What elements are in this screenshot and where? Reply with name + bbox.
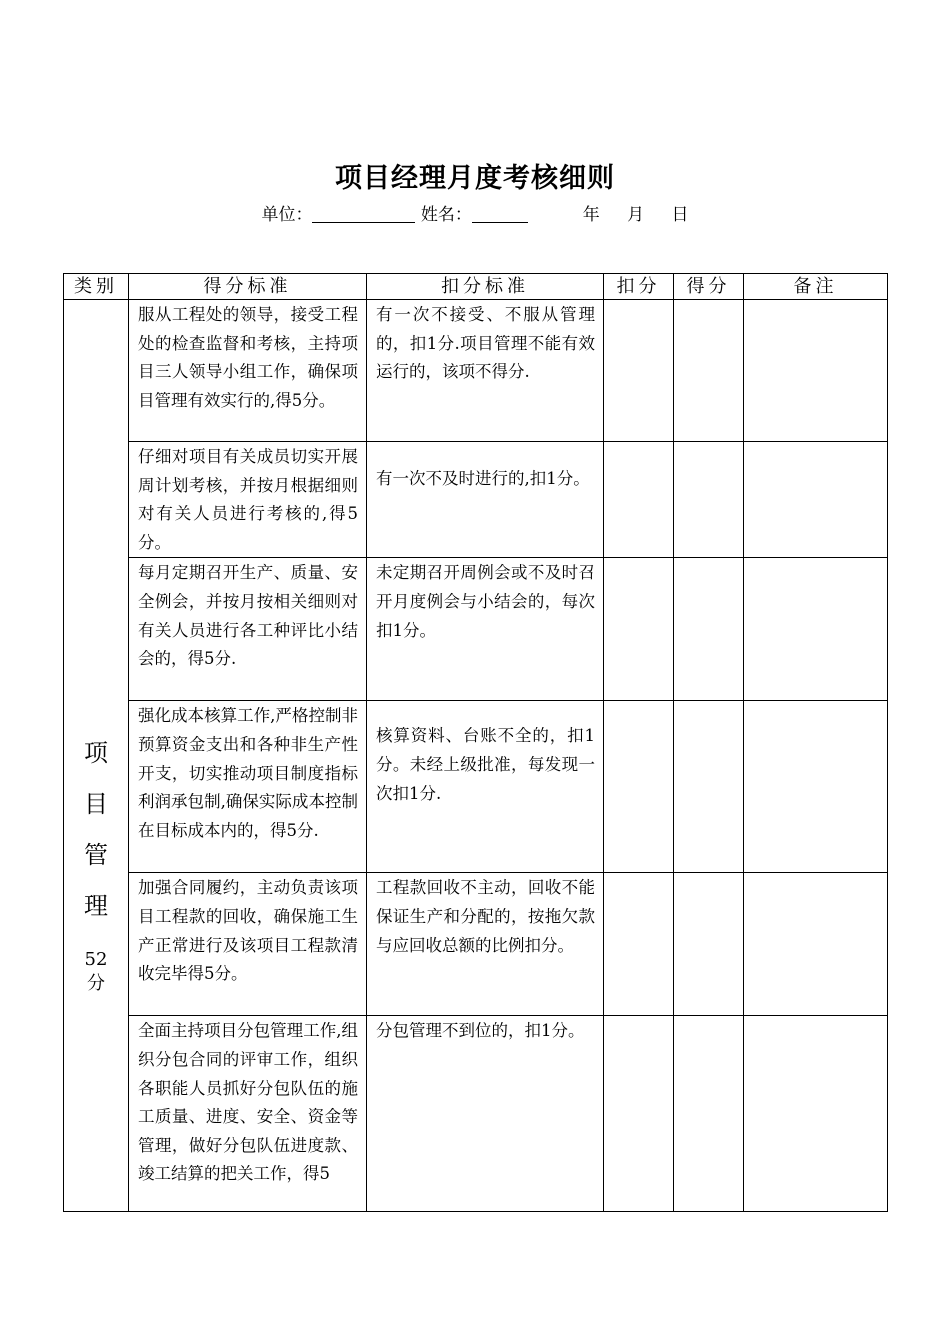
month-label: 月 xyxy=(627,205,645,225)
unit-blank[interactable] xyxy=(312,205,415,223)
deduction-standard-cell: 工程款回收不主动，回收不能保证生产和分配的，按拖欠款与应回收总额的比例扣分。 xyxy=(367,873,604,1016)
category-char: 项 xyxy=(84,739,108,767)
remarks-input-cell[interactable] xyxy=(744,873,888,1016)
table-row xyxy=(64,442,888,558)
name-label: 姓名： xyxy=(420,205,472,225)
day-label: 日 xyxy=(671,205,689,225)
score-input-cell[interactable] xyxy=(674,873,744,1016)
deduct-input-cell[interactable] xyxy=(604,701,674,873)
score-input-cell[interactable] xyxy=(674,701,744,873)
header-remarks: 备注 xyxy=(744,274,888,300)
table-header-row xyxy=(64,274,888,300)
deduction-standard-cell: 有一次不及时进行的,扣1分。 xyxy=(367,442,604,558)
remarks-input-cell[interactable] xyxy=(744,300,888,442)
name-blank[interactable] xyxy=(472,205,528,223)
remarks-input-cell[interactable] xyxy=(744,701,888,873)
score-input-cell[interactable] xyxy=(674,1016,744,1212)
deduct-input-cell[interactable] xyxy=(604,300,674,442)
score-standard-cell: 仔细对项目有关成员切实开展周计划考核，并按月根据细则对有关人员进行考核的,得5分。 xyxy=(129,442,367,558)
deduct-input-cell[interactable] xyxy=(604,1016,674,1212)
score-input-cell[interactable] xyxy=(674,442,744,558)
year-label: 年 xyxy=(582,205,600,225)
score-input-cell[interactable] xyxy=(674,300,744,442)
header-score-standard: 得分标准 xyxy=(129,274,367,300)
header-score: 得分 xyxy=(674,274,744,300)
score-input-cell[interactable] xyxy=(674,558,744,701)
score-standard-cell: 服从工程处的领导，接受工程处的检查监督和考核，主持项目三人领导小组工作，确保项目管理有效实行的,得5分。 xyxy=(129,300,367,442)
category-cell xyxy=(64,300,129,1212)
table-row xyxy=(64,1016,888,1212)
deduct-input-cell[interactable] xyxy=(604,873,674,1016)
remarks-input-cell[interactable] xyxy=(744,558,888,701)
score-standard-cell: 全面主持项目分包管理工作,组织分包合同的评审工作，组织各职能人员抓好分包队伍的施工质量、进度、安全、资金等管理，做好分包队伍进度款、竣工结算的把关工作，得5 xyxy=(129,1016,367,1212)
header-fields xyxy=(0,200,950,225)
header-deduct: 扣分 xyxy=(604,274,674,300)
table-row xyxy=(64,873,888,1016)
table-row xyxy=(64,558,888,701)
category-char: 理 xyxy=(84,892,108,920)
remarks-input-cell[interactable] xyxy=(744,442,888,558)
deduct-input-cell[interactable] xyxy=(604,442,674,558)
score-standard-cell: 加强合同履约，主动负责该项目工程款的回收，确保施工生产正常进行及该项目工程款清收完毕得5分。 xyxy=(129,873,367,1016)
table-row xyxy=(64,300,888,442)
deduct-input-cell[interactable] xyxy=(604,558,674,701)
deduction-standard-cell: 分包管理不到位的，扣1分。 xyxy=(367,1016,604,1212)
header-category: 类别 xyxy=(64,274,129,300)
deduction-standard-cell: 核算资料、台账不全的，扣1分。未经上级批准，每发现一次扣1分. xyxy=(367,701,604,873)
category-char: 管 xyxy=(84,841,108,869)
category-score: 52 分 xyxy=(84,949,108,994)
score-standard-cell: 强化成本核算工作,严格控制非预算资金支出和各种非生产性开支，切实推动项目制度指标利润承包制,确保实际成本控制在目标成本内的，得5分. xyxy=(129,701,367,873)
header-deduction-standard: 扣分标准 xyxy=(367,274,604,300)
remarks-input-cell[interactable] xyxy=(744,1016,888,1212)
deduction-standard-cell: 未定期召开周例会或不及时召开月度例会与小结会的，每次扣1分。 xyxy=(367,558,604,701)
unit-label: 单位： xyxy=(261,205,313,225)
assessment-table xyxy=(63,273,888,1212)
document-title: 项目经理月度考核细则 xyxy=(335,163,615,194)
category-char: 目 xyxy=(84,790,108,818)
score-standard-cell: 每月定期召开生产、质量、安全例会，并按月按相关细则对有关人员进行各工种评比小结会的，得5分. xyxy=(129,558,367,701)
deduction-standard-cell: 有一次不接受、不服从管理的，扣1分.项目管理不能有效运行的，该项不得分. xyxy=(367,300,604,442)
table-row xyxy=(64,701,888,873)
